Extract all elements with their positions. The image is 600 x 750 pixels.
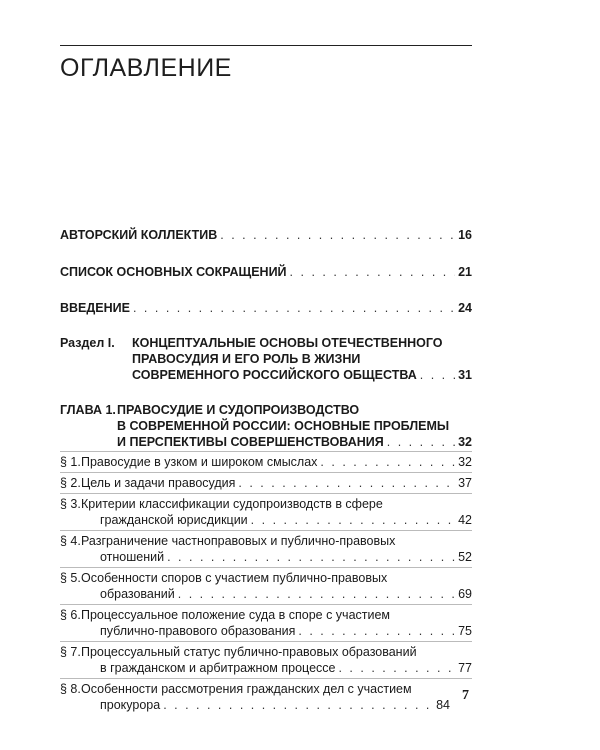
paragraph-label: § 5.: [60, 571, 81, 585]
separator: [60, 641, 472, 642]
page-title: ОГЛАВЛЕНИЕ: [60, 54, 232, 82]
paragraph-title-line: Процессуальное положение суда в споре с участием: [81, 608, 391, 622]
chapter-title-line: В СОВРЕМЕННОЙ РОССИИ: ОСНОВНЫЕ ПРОБЛЕМЫ: [117, 419, 450, 433]
toc-entry-paragraph-5: образований . . . 69: [100, 586, 472, 602]
paragraph-title-line: Критерии классификации судопроизводств в сфере: [81, 497, 383, 511]
toc-entry-paragraph-2: Цель и задачи правосудия . . . 37: [81, 475, 472, 491]
page-number: 7: [462, 688, 469, 703]
toc-entry-introduction: ВВЕДЕНИЕ . . . 24: [60, 300, 472, 316]
paragraph-label: § 8.: [60, 682, 81, 696]
separator: [60, 604, 472, 605]
toc-entry-chapter-1: И ПЕРСПЕКТИВЫ СОВЕРШЕНСТВОВАНИЯ . . . 32: [117, 434, 472, 450]
paragraph-title-line: Разграничение частноправовых и публично-правовых: [81, 534, 396, 548]
separator: [60, 678, 472, 679]
toc-entry-paragraph-6: публично-правового образования . . . 75: [100, 623, 472, 639]
paragraph-label: § 3.: [60, 497, 81, 511]
toc-entry-paragraph-7: в гражданском и арбитражном процессе . . . 77: [100, 660, 472, 676]
section-label: Раздел I.: [60, 336, 115, 350]
toc-entry-abbreviations: СПИСОК ОСНОВНЫХ СОКРАЩЕНИЙ . . . 21: [60, 264, 472, 280]
paragraph-title-line: Особенности споров с участием публично-правовых: [81, 571, 388, 585]
toc-entry-section-1: СОВРЕМЕННОГО РОССИЙСКОГО ОБЩЕСТВА . . . 31: [132, 367, 472, 383]
paragraph-title-line: Процессуальный статус публично-правовых образований: [81, 645, 417, 659]
toc-entry-paragraph-4: отношений . . . 52: [100, 549, 472, 565]
paragraph-label: § 6.: [60, 608, 81, 622]
paragraph-title-line: Особенности рассмотрения гражданских дел с участием: [81, 682, 412, 696]
toc-entry-paragraph-8: прокурора . . . 84: [100, 697, 450, 713]
chapter-title-line: ПРАВОСУДИЕ И СУДОПРОИЗВОДСТВО: [117, 403, 360, 417]
paragraph-label: § 1.: [60, 455, 81, 469]
separator: [60, 472, 472, 473]
chapter-label: ГЛАВА 1.: [60, 403, 116, 417]
paragraph-label: § 4.: [60, 534, 81, 548]
section-title-line: КОНЦЕПТУАЛЬНЫЕ ОСНОВЫ ОТЕЧЕСТВЕННОГО: [132, 336, 443, 350]
paragraph-label: § 7.: [60, 645, 81, 659]
toc-entry-paragraph-3: гражданской юрисдикции . . . 42: [100, 512, 472, 528]
separator: [60, 567, 472, 568]
top-rule: [60, 45, 472, 46]
paragraph-label: § 2.: [60, 476, 81, 490]
separator: [60, 451, 472, 452]
section-title-line: ПРАВОСУДИЯ И ЕГО РОЛЬ В ЖИЗНИ: [132, 352, 361, 366]
toc-entry-paragraph-1: Правосудие в узком и широком смыслах . . . 32: [81, 454, 472, 470]
toc-entry-authors: АВТОРСКИЙ КОЛЛЕКТИВ . . . 16: [60, 227, 472, 243]
separator: [60, 493, 472, 494]
separator: [60, 530, 472, 531]
